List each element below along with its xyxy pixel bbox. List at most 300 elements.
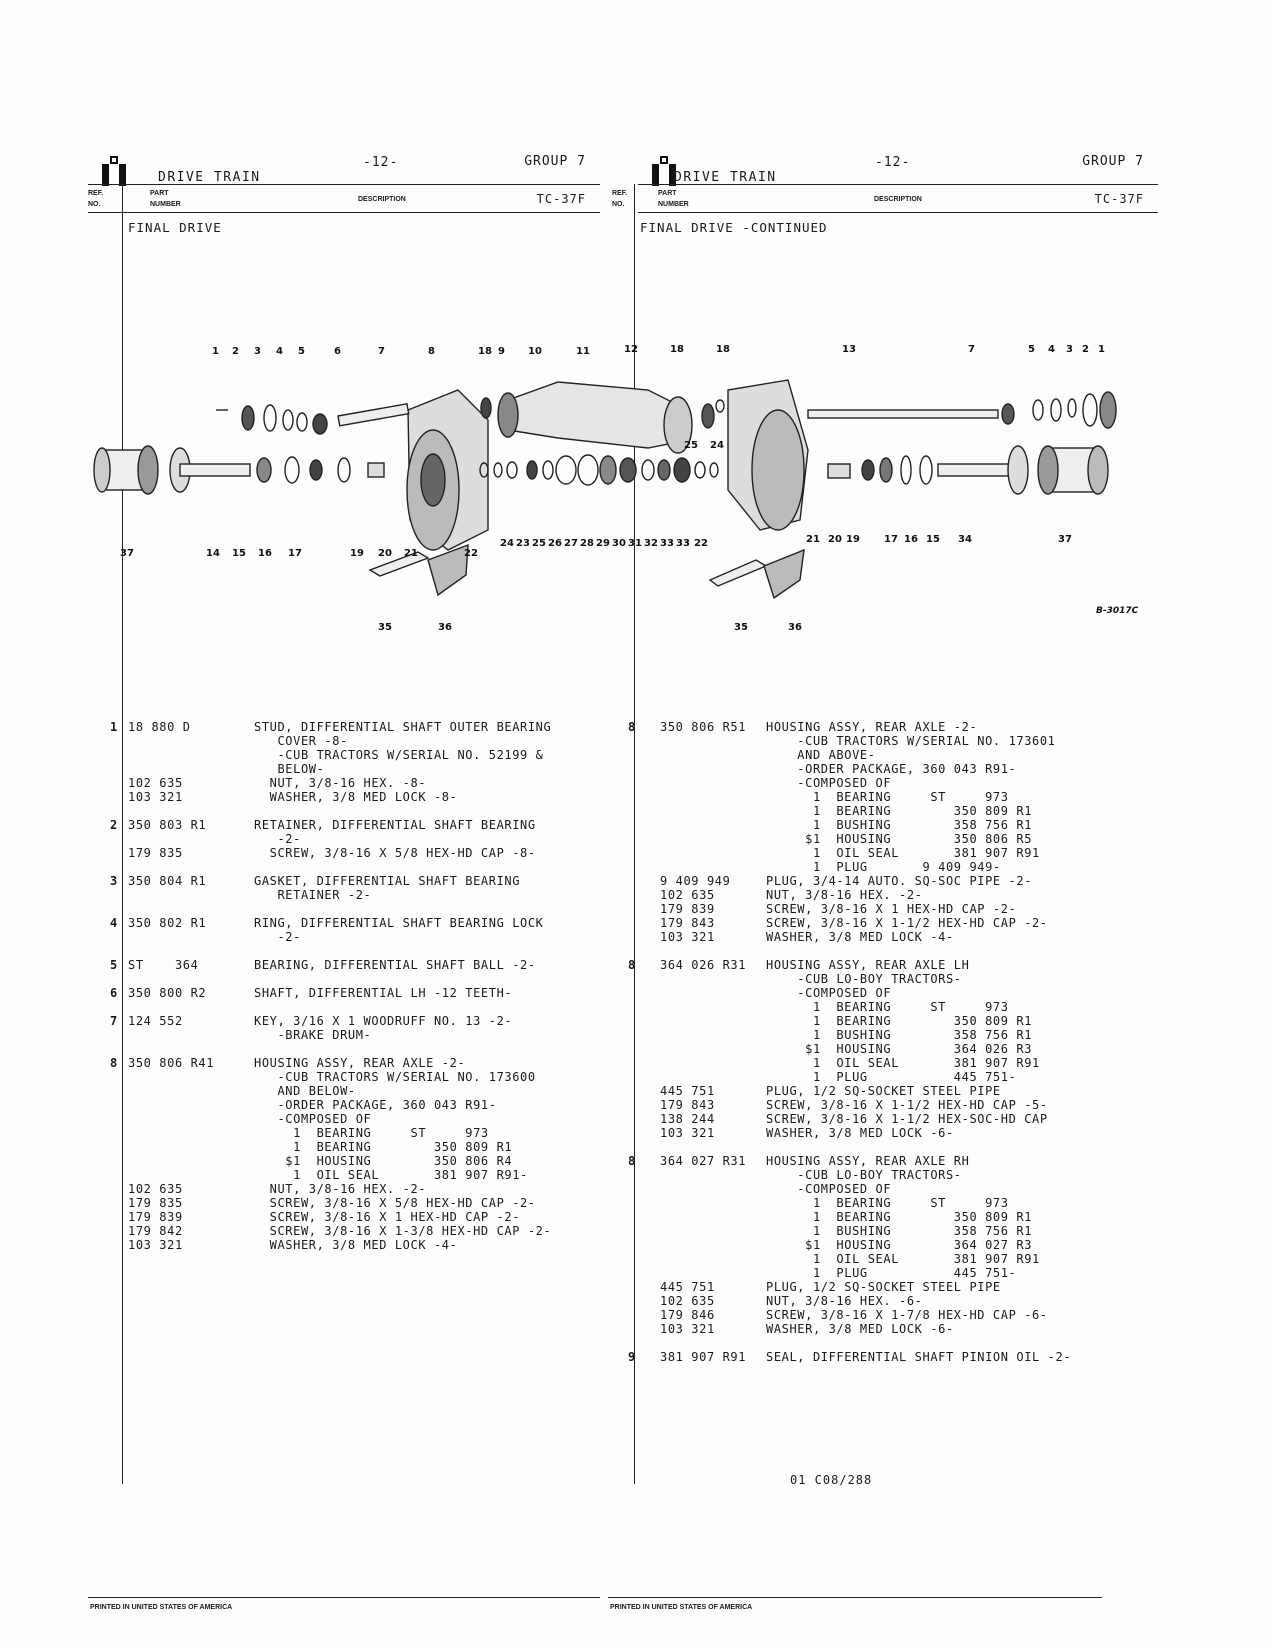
parts-row — [88, 874, 608, 888]
ref-number: 8 — [628, 1154, 636, 1168]
parts-row — [638, 1266, 1158, 1280]
part-description: WASHER, 3/8 MED LOCK -4- — [254, 1238, 458, 1252]
part-description: SCREW, 3/8-16 X 1 HEX-HD CAP -2- — [766, 902, 1017, 916]
parts-row — [638, 1126, 1158, 1140]
part-description: 1 BUSHING 358 756 R1 — [766, 1224, 1033, 1238]
part-callout: 34 — [958, 534, 972, 545]
parts-row — [638, 888, 1158, 902]
part-description: AND ABOVE- — [766, 748, 876, 762]
ref-number: 1 — [110, 720, 118, 734]
part-number: 9 409 949 — [660, 874, 731, 888]
part-description: HOUSING ASSY, REAR AXLE -2- — [254, 1056, 466, 1070]
parts-row — [638, 818, 1158, 832]
part-description: 1 BEARING 350 809 R1 — [254, 1140, 513, 1154]
parts-row — [638, 916, 1158, 930]
part-description: 1 BEARING ST 973 — [254, 1126, 489, 1140]
part-callout: 1 — [212, 346, 219, 357]
part-number: 138 244 — [660, 1112, 715, 1126]
ih-logo-icon — [652, 156, 676, 186]
part-number: 103 321 — [128, 790, 183, 804]
part-description: SEAL, DIFFERENTIAL SHAFT PINION OIL -2- — [766, 1350, 1072, 1364]
group-label: GROUP 7 — [1082, 154, 1144, 169]
parts-row — [88, 986, 608, 1000]
part-callout: 15 — [232, 548, 246, 559]
part-callout: 11 — [576, 346, 590, 357]
parts-row — [638, 1210, 1158, 1224]
part-callout: 18 — [716, 344, 730, 355]
parts-list — [628, 720, 1158, 1378]
part-number: 179 842 — [128, 1224, 183, 1238]
parts-row — [638, 972, 1158, 986]
printed-footer: PRINTED IN UNITED STATES OF AMERICA — [90, 1604, 233, 1611]
diagram-parts — [94, 380, 1116, 598]
section-title: DRIVE TRAIN — [158, 170, 261, 185]
part-description: NUT, 3/8-16 HEX. -6- — [766, 1294, 923, 1308]
part-description: -CUB LO-BOY TRACTORS- — [766, 1168, 962, 1182]
part-description: 1 OIL SEAL 381 907 R91 — [766, 846, 1040, 860]
parts-row — [88, 1070, 608, 1084]
part-callout: 13 — [842, 344, 856, 355]
parts-row — [638, 1182, 1158, 1196]
part-number: 364 026 R31 — [660, 958, 747, 972]
group-label: GROUP 7 — [524, 154, 586, 169]
part-number: 179 839 — [128, 1210, 183, 1224]
housing-left — [407, 390, 488, 550]
parts-entry — [88, 916, 608, 944]
parts-row — [638, 986, 1158, 1000]
part-callout: 36 — [788, 622, 802, 633]
ref-number: 8 — [628, 720, 636, 734]
part-number: 103 321 — [660, 1126, 715, 1140]
part-description: NUT, 3/8-16 HEX. -2- — [766, 888, 923, 902]
parts-row — [628, 1350, 1158, 1364]
parts-row — [628, 958, 1158, 972]
part-callout: 24 — [500, 538, 514, 549]
parts-row — [638, 734, 1158, 748]
part-description: SCREW, 3/8-16 X 1-7/8 HEX-HD CAP -6- — [766, 1308, 1048, 1322]
part-description: 1 PLUG 9 409 949- — [766, 860, 1001, 874]
part-description: 1 BEARING ST 973 — [766, 1000, 1009, 1014]
description-header: DESCRIPTION — [874, 196, 922, 203]
axle-shaft-left — [170, 448, 250, 492]
parts-row — [638, 790, 1158, 804]
parts-row — [628, 720, 1158, 734]
page-header — [88, 150, 600, 216]
part-description: SCREW, 3/8-16 X 1-1/2 HEX-HD CAP -5- — [766, 1098, 1048, 1112]
page-number: -12- — [875, 155, 911, 170]
part-callout: 35 — [378, 622, 392, 633]
parts-row — [638, 1280, 1158, 1294]
part-description: GASKET, DIFFERENTIAL SHAFT BEARING — [254, 874, 521, 888]
ref-number: 7 — [110, 1014, 118, 1028]
ref-number: 3 — [110, 874, 118, 888]
part-description: NUT, 3/8-16 HEX. -8- — [254, 776, 427, 790]
part-number: 179 843 — [660, 1098, 715, 1112]
bearings-row — [480, 455, 718, 485]
part-description: PLUG, 1/2 SQ-SOCKET STEEL PIPE — [766, 1084, 1001, 1098]
part-callout: 19 — [846, 534, 860, 545]
part-description: 1 BUSHING 358 756 R1 — [766, 818, 1033, 832]
parts-row — [638, 1070, 1158, 1084]
parts-row — [88, 1126, 608, 1140]
parts-entry — [628, 1350, 1158, 1364]
parts-row — [88, 720, 608, 734]
wheel-hub-right — [1038, 446, 1108, 494]
part-number: 350 804 R1 — [128, 874, 207, 888]
parts-row — [88, 1098, 608, 1112]
ref-number: 2 — [110, 818, 118, 832]
part-number: 350 806 R51 — [660, 720, 747, 734]
catalog-code: TC-37F — [1094, 192, 1144, 206]
part-description: 1 OIL SEAL 381 907 R91 — [766, 1056, 1040, 1070]
part-callout: 23 — [516, 538, 530, 549]
part-description: RING, DIFFERENTIAL SHAFT BEARING LOCK — [254, 916, 544, 930]
part-description: $1 HOUSING 350 806 R5 — [766, 832, 1033, 846]
part-number: 179 843 — [660, 916, 715, 930]
document-number: 01 C08/288 — [790, 1473, 873, 1487]
part-callout: 1 — [1098, 344, 1105, 355]
part-callout: 5 — [298, 346, 305, 357]
part-number-header: PART NUMBER — [150, 190, 181, 208]
ref-number: 4 — [110, 916, 118, 930]
parts-entry — [88, 958, 608, 972]
part-callout: 32 — [644, 538, 658, 549]
part-number: 179 835 — [128, 846, 183, 860]
part-callout: 4 — [276, 346, 283, 357]
part-description: HOUSING ASSY, REAR AXLE RH — [766, 1154, 970, 1168]
part-number: 124 552 — [128, 1014, 183, 1028]
part-number: 350 806 R41 — [128, 1056, 215, 1070]
part-number: 445 751 — [660, 1280, 715, 1294]
part-description: -COMPOSED OF — [766, 776, 892, 790]
part-description: SCREW, 3/8-16 X 5/8 HEX-HD CAP -8- — [254, 846, 536, 860]
part-description: SCREW, 3/8-16 X 1 HEX-HD CAP -2- — [254, 1210, 521, 1224]
part-callout: 8 — [428, 346, 435, 357]
parts-row — [88, 1154, 608, 1168]
parts-entry — [88, 1056, 608, 1252]
parts-row — [638, 1014, 1158, 1028]
ref-number: 6 — [110, 986, 118, 1000]
page-header — [612, 150, 1158, 216]
housing-right — [728, 380, 808, 530]
parts-row — [88, 1084, 608, 1098]
part-description: PLUG, 3/4-14 AUTO. SQ-SOC PIPE -2- — [766, 874, 1033, 888]
part-number: ST 364 — [128, 958, 199, 972]
part-number: 103 321 — [128, 1238, 183, 1252]
parts-row — [88, 1028, 608, 1042]
part-callout: 33 — [660, 538, 674, 549]
section-title: DRIVE TRAIN — [674, 170, 777, 185]
part-description: KEY, 3/16 X 1 WOODRUFF NO. 13 -2- — [254, 1014, 513, 1028]
part-callout: 17 — [884, 534, 898, 545]
wheel-hub-left — [94, 446, 158, 494]
part-callout: 22 — [694, 538, 708, 549]
parts-row — [638, 1098, 1158, 1112]
part-callout: 21 — [806, 534, 820, 545]
part-description: SCREW, 3/8-16 X 1-1/2 HEX-HD CAP -2- — [766, 916, 1048, 930]
printed-footer: PRINTED IN UNITED STATES OF AMERICA — [610, 1604, 753, 1611]
part-description: -COMPOSED OF — [766, 1182, 892, 1196]
parts-row — [88, 748, 608, 762]
part-number: 102 635 — [660, 1294, 715, 1308]
part-callout: 9 — [498, 346, 505, 357]
part-callout: 30 — [612, 538, 626, 549]
parts-entry — [88, 720, 608, 804]
part-description: RETAINER, DIFFERENTIAL SHAFT BEARING — [254, 818, 536, 832]
part-description: 1 BEARING 350 809 R1 — [766, 804, 1033, 818]
parts-entry — [88, 1014, 608, 1042]
part-description: RETAINER -2- — [254, 888, 372, 902]
part-callout: 25 — [684, 440, 698, 451]
parts-row — [638, 1294, 1158, 1308]
part-number: 381 907 R91 — [660, 1350, 747, 1364]
part-description: $1 HOUSING 364 027 R3 — [766, 1238, 1033, 1252]
parts-entry — [88, 818, 608, 860]
parts-row — [88, 1112, 608, 1126]
part-callout: 6 — [334, 346, 341, 357]
part-callout: 29 — [596, 538, 610, 549]
figure-id: B-3017C — [1096, 606, 1139, 616]
part-description: 1 BEARING ST 973 — [766, 790, 1009, 804]
part-description: 1 PLUG 445 751- — [766, 1070, 1017, 1084]
part-callout: 3 — [1066, 344, 1073, 355]
part-callout: 7 — [968, 344, 975, 355]
ref-no-header: REF. NO. — [88, 190, 104, 208]
parts-row — [88, 1210, 608, 1224]
part-callout: 35 — [734, 622, 748, 633]
parts-row — [638, 1028, 1158, 1042]
parts-entry — [628, 1154, 1158, 1336]
ref-no-header: REF. NO. — [612, 190, 628, 208]
catalog-code: TC-37F — [536, 192, 586, 206]
parts-row — [638, 1308, 1158, 1322]
parts-entry — [628, 720, 1158, 944]
description-header: DESCRIPTION — [358, 196, 406, 203]
part-number: 350 803 R1 — [128, 818, 207, 832]
parts-row — [88, 762, 608, 776]
parts-row — [88, 846, 608, 860]
part-callout: 2 — [232, 346, 239, 357]
part-number: 364 027 R31 — [660, 1154, 747, 1168]
part-description: -2- — [254, 832, 301, 846]
part-description: AND BELOW- — [254, 1084, 356, 1098]
ref-number: 9 — [628, 1350, 636, 1364]
part-description: STUD, DIFFERENTIAL SHAFT OUTER BEARING — [254, 720, 552, 734]
axle-shaft-right — [808, 404, 1014, 424]
parts-entry — [88, 874, 608, 902]
part-callout: 5 — [1028, 344, 1035, 355]
section-heading: FINAL DRIVE — [128, 220, 222, 235]
part-callout: 31 — [628, 538, 642, 549]
part-callout: 20 — [828, 534, 842, 545]
parts-row — [638, 1322, 1158, 1336]
parts-row — [88, 776, 608, 790]
parts-row — [638, 1084, 1158, 1098]
part-description: -CUB TRACTORS W/SERIAL NO. 173601 — [766, 734, 1056, 748]
part-callout: 33 — [676, 538, 690, 549]
parts-row — [638, 860, 1158, 874]
parts-row — [88, 1224, 608, 1238]
parts-row — [638, 1000, 1158, 1014]
parts-row — [88, 790, 608, 804]
part-description: -CUB TRACTORS W/SERIAL NO. 173600 — [254, 1070, 536, 1084]
part-number: 102 635 — [660, 888, 715, 902]
parts-row — [88, 734, 608, 748]
parts-row — [638, 1224, 1158, 1238]
part-description: 1 PLUG 445 751- — [766, 1266, 1017, 1280]
part-callout: 15 — [926, 534, 940, 545]
part-description: HOUSING ASSY, REAR AXLE LH — [766, 958, 970, 972]
exploded-parts-diagram — [88, 330, 1158, 650]
part-description: WASHER, 3/8 MED LOCK -8- — [254, 790, 458, 804]
part-number: 350 802 R1 — [128, 916, 207, 930]
part-number: 103 321 — [660, 930, 715, 944]
part-description: 1 OIL SEAL 381 907 R91- — [254, 1168, 528, 1182]
part-number: 179 839 — [660, 902, 715, 916]
part-description: SCREW, 3/8-16 X 1-1/2 HEX-SOC-HD CAP — [766, 1112, 1048, 1126]
parts-row — [638, 1238, 1158, 1252]
parts-row — [88, 930, 608, 944]
part-description: 1 BEARING 350 809 R1 — [766, 1014, 1033, 1028]
part-callout: 14 — [206, 548, 220, 559]
part-description: -ORDER PACKAGE, 360 043 R91- — [254, 1098, 497, 1112]
parts-entry — [88, 986, 608, 1000]
part-number: 179 835 — [128, 1196, 183, 1210]
part-description: WASHER, 3/8 MED LOCK -6- — [766, 1322, 954, 1336]
parts-row — [628, 1154, 1158, 1168]
part-description: -BRAKE DRUM- — [254, 1028, 372, 1042]
part-description: BELOW- — [254, 762, 325, 776]
parts-row — [88, 1182, 608, 1196]
part-callout: 20 — [378, 548, 392, 559]
part-description: COVER -8- — [254, 734, 348, 748]
part-callout: 27 — [564, 538, 578, 549]
part-callout: 37 — [120, 548, 134, 559]
part-description: -COMPOSED OF — [766, 986, 892, 1000]
parts-row — [88, 1140, 608, 1154]
parts-row — [88, 818, 608, 832]
part-callout: 21 — [404, 548, 418, 559]
parts-row — [88, 888, 608, 902]
parts-row — [638, 1252, 1158, 1266]
part-number: 179 846 — [660, 1308, 715, 1322]
part-description: $1 HOUSING 364 026 R3 — [766, 1042, 1033, 1056]
part-number: 350 800 R2 — [128, 986, 207, 1000]
page-number: -12- — [363, 155, 399, 170]
part-description: 1 OIL SEAL 381 907 R91 — [766, 1252, 1040, 1266]
part-callout: 16 — [904, 534, 918, 545]
part-number: 102 635 — [128, 776, 183, 790]
part-callout: 36 — [438, 622, 452, 633]
part-callout: 16 — [258, 548, 272, 559]
part-description: PLUG, 1/2 SQ-SOCKET STEEL PIPE — [766, 1280, 1001, 1294]
part-description: -COMPOSED OF — [254, 1112, 372, 1126]
part-number-header: PART NUMBER — [658, 190, 689, 208]
axle-tube — [498, 382, 692, 453]
parts-row — [638, 776, 1158, 790]
part-description: SHAFT, DIFFERENTIAL LH -12 TEETH- — [254, 986, 513, 1000]
parts-row — [88, 1056, 608, 1070]
part-description: SCREW, 3/8-16 X 5/8 HEX-HD CAP -2- — [254, 1196, 536, 1210]
ih-logo-icon — [102, 156, 126, 186]
part-callout: 19 — [350, 548, 364, 559]
parts-row — [88, 1238, 608, 1252]
part-callout: 26 — [548, 538, 562, 549]
part-callout: 3 — [254, 346, 261, 357]
parts-row — [638, 846, 1158, 860]
part-callout: 22 — [464, 548, 478, 559]
parts-row — [88, 1014, 608, 1028]
ref-number: 5 — [110, 958, 118, 972]
part-description: 1 BUSHING 358 756 R1 — [766, 1028, 1033, 1042]
part-description: 1 BEARING 350 809 R1 — [766, 1210, 1033, 1224]
part-callout: 12 — [624, 344, 638, 355]
part-description: -2- — [254, 930, 301, 944]
part-callout: 18 — [478, 346, 492, 357]
part-description: BEARING, DIFFERENTIAL SHAFT BALL -2- — [254, 958, 536, 972]
parts-row — [88, 958, 608, 972]
part-description: WASHER, 3/8 MED LOCK -6- — [766, 1126, 954, 1140]
parts-row — [638, 832, 1158, 846]
section-heading: FINAL DRIVE -CONTINUED — [640, 220, 828, 235]
parts-row — [88, 1196, 608, 1210]
cover-gaskets — [370, 545, 804, 598]
parts-list — [88, 720, 608, 1266]
part-callout: 7 — [378, 346, 385, 357]
part-callout: 17 — [288, 548, 302, 559]
part-callout: 4 — [1048, 344, 1055, 355]
parts-row — [638, 930, 1158, 944]
part-callout: 10 — [528, 346, 542, 357]
ref-number: 8 — [628, 958, 636, 972]
part-description: -CUB TRACTORS W/SERIAL NO. 52199 & — [254, 748, 544, 762]
part-callout: 18 — [670, 344, 684, 355]
parts-row — [88, 916, 608, 930]
part-description: -ORDER PACKAGE, 360 043 R91- — [766, 762, 1017, 776]
parts-row — [638, 1042, 1158, 1056]
parts-row — [638, 804, 1158, 818]
parts-row — [638, 1168, 1158, 1182]
part-description: HOUSING ASSY, REAR AXLE -2- — [766, 720, 978, 734]
part-callout: 24 — [710, 440, 724, 451]
parts-row — [638, 762, 1158, 776]
part-description: -CUB LO-BOY TRACTORS- — [766, 972, 962, 986]
parts-row — [88, 1168, 608, 1182]
part-description: WASHER, 3/8 MED LOCK -4- — [766, 930, 954, 944]
part-callout: 28 — [580, 538, 594, 549]
parts-row — [638, 902, 1158, 916]
part-description: $1 HOUSING 350 806 R4 — [254, 1154, 513, 1168]
part-callout: 37 — [1058, 534, 1072, 545]
parts-row — [638, 1056, 1158, 1070]
part-number: 103 321 — [660, 1322, 715, 1336]
part-callout: 25 — [532, 538, 546, 549]
part-description: NUT, 3/8-16 HEX. -2- — [254, 1182, 427, 1196]
parts-row — [638, 874, 1158, 888]
parts-row — [638, 748, 1158, 762]
part-number: 18 880 D — [128, 720, 191, 734]
parts-entry — [628, 958, 1158, 1140]
parts-row — [638, 1196, 1158, 1210]
part-number: 445 751 — [660, 1084, 715, 1098]
part-description: 1 BEARING ST 973 — [766, 1196, 1009, 1210]
part-callout: 2 — [1082, 344, 1089, 355]
part-number: 102 635 — [128, 1182, 183, 1196]
ref-number: 8 — [110, 1056, 118, 1070]
parts-row — [88, 832, 608, 846]
part-description: SCREW, 3/8-16 X 1-3/8 HEX-HD CAP -2- — [254, 1224, 552, 1238]
parts-row — [638, 1112, 1158, 1126]
